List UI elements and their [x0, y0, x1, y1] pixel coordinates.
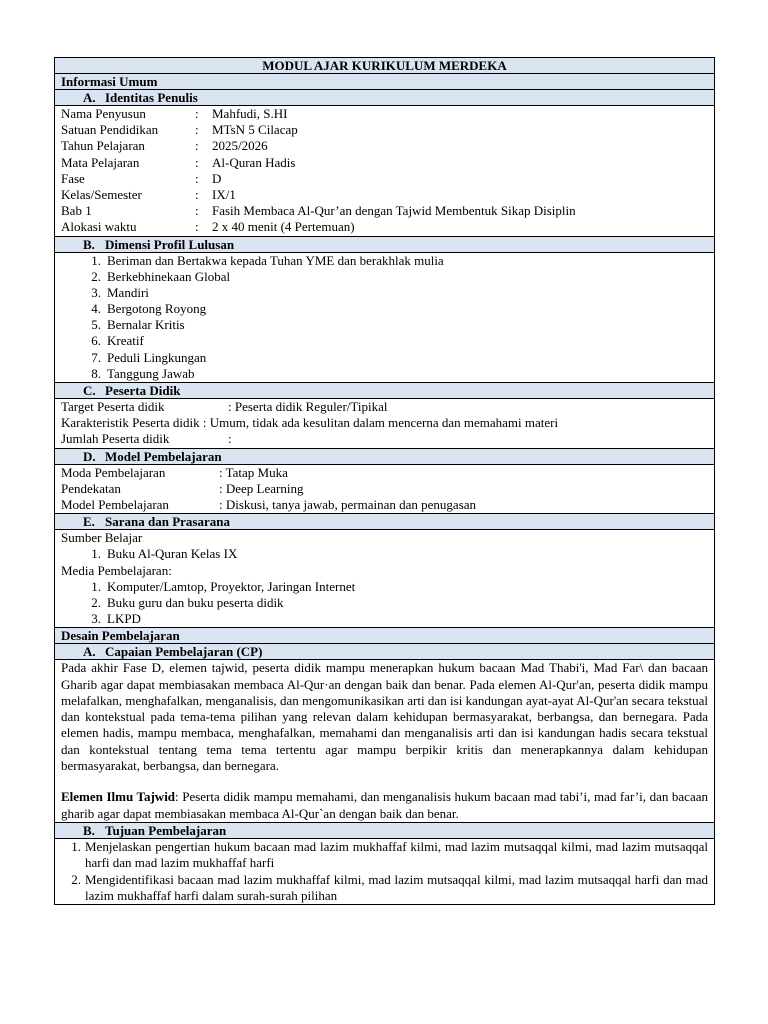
identitas-value: MTsN 5 Cilacap [212, 122, 298, 138]
list-item [61, 350, 714, 366]
model-label: Pendekatan [61, 480, 121, 496]
list-number: 3. [91, 611, 101, 627]
list-text: Peduli Lingkungan [107, 349, 207, 365]
peserta-label: Karakteristik Peserta didik [61, 415, 200, 431]
list-item [61, 595, 714, 611]
identitas-colon: : [195, 170, 199, 186]
model-label: Model Pembelajaran [61, 496, 169, 512]
list-text: Komputer/Lamtop, Proyektor, Jaringan Internet [107, 578, 356, 594]
model-block [55, 465, 714, 515]
section-desain-pembelajaran: Desain Pembelajaran [55, 628, 714, 644]
list-text: Mandiri [107, 284, 149, 300]
heading-tujuan-pembelajaran [55, 823, 714, 839]
identitas-colon: : [195, 203, 199, 219]
peserta-row [61, 399, 714, 415]
list-number: 1. [91, 578, 101, 594]
identitas-row [61, 138, 714, 154]
identitas-block [55, 106, 714, 237]
identitas-value: Fasih Membaca Al-Qur’an dengan Tajwid Membentuk Sikap Disiplin [212, 203, 576, 219]
identitas-value: D [212, 170, 222, 186]
list-item [61, 253, 714, 269]
heading-letter: D. [83, 448, 96, 464]
list-text: Kreatif [107, 333, 144, 349]
list-number: 4. [91, 301, 101, 317]
list-item [61, 333, 714, 349]
model-row [61, 497, 714, 513]
heading-letter: C. [83, 383, 96, 398]
spacer [61, 774, 714, 789]
identitas-colon: : [195, 154, 199, 170]
identitas-row [61, 187, 714, 203]
list-text: LKPD [107, 611, 141, 627]
identitas-value: Al-Quran Hadis [212, 154, 296, 170]
list-item [61, 546, 714, 562]
identitas-value: 2025/2026 [212, 138, 268, 154]
media-pembelajaran-label: Media Pembelajaran: [61, 562, 172, 578]
list-item [61, 285, 714, 301]
heading-letter: E. [83, 514, 95, 530]
elemen-tajwid-paragraph [61, 789, 714, 822]
identitas-label: Kelas/Semester [61, 186, 142, 202]
cp-paragraph: Pada akhir Fase D, elemen tajwid, peserta didik mampu menerapkan hukum bacaan Mad Thabi'i, Mad Far\ dan bacaan Gharib agar dapat membiasakan membaca Al-Qur·an dengan baik dan benar. Pada elemen Al-Qur'an, peserta didik mampu melafalkan, menghafalkan, menganalisis, dan mengomunikasikan arti dan isi kandungan ayat-ayat Al-Qur'an secara tekstual dan kontekstual pada tema-tema pilihan yang relevan dalam kehidupan bermasyarakat, berbangsa, dan bernegara. Pada elemen hadis, mampu membaca, menghafalkan, memahami dan menganalisis arti dan isi kandungan hadis secara tekstual dan kontekstual tentang tema tema tertentu agar mampu berpikir kritis dan menerapkannya dalam kehidupan bermasyarakat, berbangsa, dan bernegara. [61, 660, 708, 774]
model-row [61, 465, 714, 481]
identitas-colon: : [195, 138, 199, 154]
identitas-label: Fase [61, 170, 85, 186]
elemen-text: : Peserta didik mampu memahami, dan menganalisis hukum bacaan mad tabi’i, mad far’i, dan bacaan gharib agar dapat membiasakan membaca Al-Qur`an dengan baik dan benar. [61, 789, 708, 821]
identitas-label: Nama Penyusun [61, 106, 146, 121]
identitas-label: Alokasi waktu [61, 219, 137, 235]
list-number: 7. [91, 349, 101, 365]
list-text: Buku Al-Quran Kelas IX [107, 546, 238, 562]
identitas-row [61, 155, 714, 171]
tujuan-block [55, 839, 714, 904]
identitas-row [61, 171, 714, 187]
list-number: 2. [91, 594, 101, 610]
list-number: 8. [91, 365, 101, 381]
heading-text: Tujuan Pembelajaran [105, 822, 227, 838]
list-text: Beriman dan Bertakwa kepada Tuhan YME dan berakhlak mulia [107, 252, 444, 268]
identitas-value: IX/1 [212, 186, 236, 202]
identitas-row [61, 203, 714, 219]
list-item [55, 872, 714, 905]
model-value: : Tatap Muka [219, 464, 288, 480]
identitas-colon: : [195, 186, 199, 202]
list-number: 6. [91, 333, 101, 349]
list-text: Bernalar Kritis [107, 317, 185, 333]
heading-text: Identitas Penulis [105, 90, 198, 105]
identitas-row [61, 122, 714, 138]
list-text: Berkebhinekaan Global [107, 268, 231, 284]
list-item [61, 579, 714, 595]
list-number: 5. [91, 317, 101, 333]
list-text: Menjelaskan pengertian hukum bacaan mad lazim mukhaffaf kilmi, mad lazim mutsaqqal kilmi, mad lazim mutsaqqal harfi dan mad lazim mukhaffaf harfi [85, 838, 708, 871]
identitas-colon: : [195, 219, 199, 235]
heading-text: Model Pembelajaran [105, 448, 222, 464]
model-row [61, 481, 714, 497]
peserta-value: : Umum, tidak ada kesulitan dalam mencerna dan memahami materi [202, 415, 559, 431]
identitas-label: Bab 1 [61, 203, 92, 219]
list-number: 1. [91, 252, 101, 268]
heading-model-pembelajaran [55, 449, 714, 465]
list-number: 1. [71, 838, 81, 854]
model-label: Moda Pembelajaran [61, 464, 166, 480]
list-item [61, 317, 714, 333]
heading-capaian-pembelajaran [55, 644, 714, 660]
list-number: 2. [71, 871, 81, 887]
list-number: 2. [91, 268, 101, 284]
list-number: 1. [91, 546, 101, 562]
heading-letter: A. [83, 644, 96, 660]
peserta-value: : [228, 431, 232, 447]
sarana-block [55, 530, 714, 628]
list-item [61, 269, 714, 285]
peserta-row [61, 431, 714, 447]
list-item [61, 366, 714, 382]
identitas-row [61, 106, 714, 122]
heading-sarana-prasarana [55, 514, 714, 530]
heading-peserta-didik [55, 383, 714, 399]
peserta-block [55, 399, 714, 449]
dimensi-block [55, 253, 714, 384]
list-item [61, 301, 714, 317]
identitas-colon: : [195, 106, 199, 121]
list-item [55, 839, 714, 872]
peserta-row [61, 415, 714, 431]
heading-identitas-penulis [55, 90, 714, 106]
identitas-label: Tahun Pelajaran [61, 138, 145, 154]
identitas-label: Mata Pelajaran [61, 154, 140, 170]
identitas-value: 2 x 40 menit (4 Pertemuan) [212, 219, 355, 235]
heading-text: Capaian Pembelajaran (CP) [105, 644, 263, 660]
heading-letter: B. [83, 236, 95, 252]
model-value: : Diskusi, tanya jawab, permainan dan penugasan [219, 496, 477, 512]
identitas-value: Mahfudi, S.HI [212, 106, 288, 121]
list-text: Tanggung Jawab [107, 365, 195, 381]
list-text: Mengidentifikasi bacaan mad lazim mukhaffaf kilmi, mad lazim mutsaqqal kilmi, mad lazim mutsaqqal harfi dan mad lazim mukhaffaf harfi dalam surah-surah pilihan [85, 871, 708, 903]
peserta-value: : Peserta didik Reguler/Tipikal [228, 399, 388, 414]
heading-text: Sarana dan Prasarana [105, 514, 230, 530]
cp-block [55, 660, 714, 823]
identitas-label: Satuan Pendidikan [61, 122, 159, 138]
heading-text: Peserta Didik [105, 383, 181, 398]
list-item [61, 611, 714, 627]
heading-letter: A. [83, 90, 96, 105]
heading-text: Dimensi Profil Lulusan [105, 236, 235, 252]
identitas-colon: : [195, 122, 199, 138]
module-document [54, 57, 715, 905]
model-value: : Deep Learning [219, 480, 304, 496]
peserta-label: Jumlah Peserta didik [61, 431, 170, 447]
elemen-label: Elemen Ilmu Tajwid [61, 789, 176, 805]
sumber-belajar-label: Sumber Belajar [61, 530, 143, 546]
document-title: MODUL AJAR KURIKULUM MERDEKA [55, 58, 714, 74]
section-informasi-umum: Informasi Umum [55, 74, 714, 90]
list-text: Buku guru dan buku peserta didik [107, 594, 284, 610]
list-number: 3. [91, 284, 101, 300]
list-text: Bergotong Royong [107, 301, 207, 317]
peserta-label: Target Peserta didik [61, 399, 165, 414]
identitas-row [61, 219, 714, 235]
heading-letter: B. [83, 822, 95, 838]
heading-dimensi-profil [55, 237, 714, 253]
